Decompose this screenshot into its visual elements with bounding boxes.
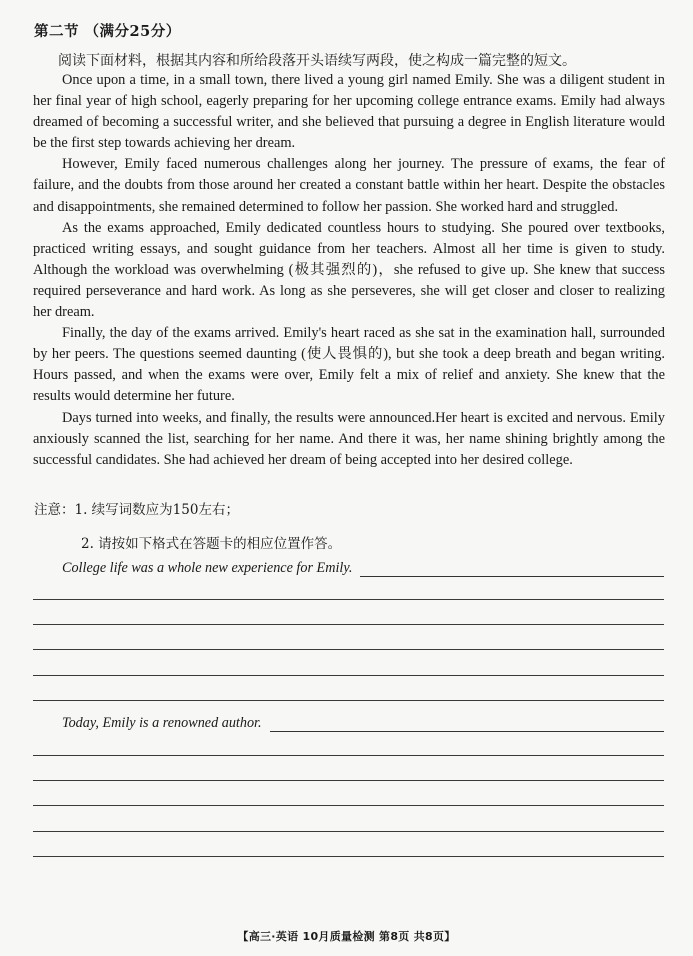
writing-line [33, 599, 664, 600]
writing-line [33, 675, 664, 676]
notes-block [34, 500, 664, 564]
section-title: 第二节 （满分25分） [34, 23, 181, 40]
writing-line [33, 624, 664, 625]
passage-paragraph: Once upon a time, in a small town, there lived a young girl named Emily. She was a diligent student in her final year of high school, eagerly preparing for her upcoming college entrance exams. Emily had always dreamed of becoming a successful writer, and she believed that pursuing a degree in English literature would be the first step towards achieving her dream. [33, 72, 665, 152]
task-instruction: 阅读下面材料，根据其内容和所给段落开头语续写两段，使之构成一篇完整的短文。 [58, 53, 576, 69]
passage-paragraph: As the exams approached, Emily dedicated countless hours to studying. She poured over textbooks, practiced writing essays, and sought guidance from her teachers. Almost all her time is given to study. Although the workload was overwhelming (极其强烈的)，she refused to give up. She knew that success required perseverance and hard work. As long as she perseveres, she will get closer and closer to realizing her dream. [33, 219, 665, 321]
writing-line [33, 755, 664, 756]
second-prompt-text: Today, Emily is a renowned author. [62, 715, 262, 731]
writing-line [33, 649, 664, 650]
writing-line [33, 856, 664, 857]
first-paragraph-prompt [62, 560, 664, 577]
prompt-answer-line [360, 562, 664, 577]
reading-passage [33, 70, 665, 471]
note-format: 2. 请按如下格式在答题卡的相应位置作答。 [81, 536, 342, 552]
first-prompt-text: College life was a whole new experience for Emily. [62, 560, 353, 576]
note-word-count: 注意：1. 续写词数应为150左右； [34, 502, 239, 518]
prompt-answer-line [270, 717, 664, 732]
passage-paragraph: However, Emily faced numerous challenges along her journey. The pressure of exams, the fear of failure, and the doubts from those around her created a constant battle within her heart. Despite the obstacles and disappointments, she remained determined to follow her passion. She worked hard and struggled. [33, 156, 665, 215]
page-footer: 【高三·英语 10月质量检测 第8页 共8页】 [237, 930, 456, 943]
passage-paragraph: Days turned into weeks, and finally, the results were announced.Her heart is excited and nervous. Emily anxiously scanned the list, searching for her name. And there it was, her name shining brightly among the successful candidates. She had achieved her dream of being accepted into her desired college. [33, 409, 665, 468]
writing-line [33, 831, 664, 832]
second-paragraph-prompt [62, 715, 664, 732]
writing-line [33, 780, 664, 781]
writing-line [33, 700, 664, 701]
passage-paragraph: Finally, the day of the exams arrived. Emily's heart raced as she sat in the examination hall, surrounded by her peers. The questions seemed daunting (使人畏惧的), but she took a deep breath and began writing. Hours passed, and when the exams were over, Emily felt a mix of relief and anxiety. She knew that the results would determine her future. [33, 325, 665, 405]
writing-line [33, 805, 664, 806]
